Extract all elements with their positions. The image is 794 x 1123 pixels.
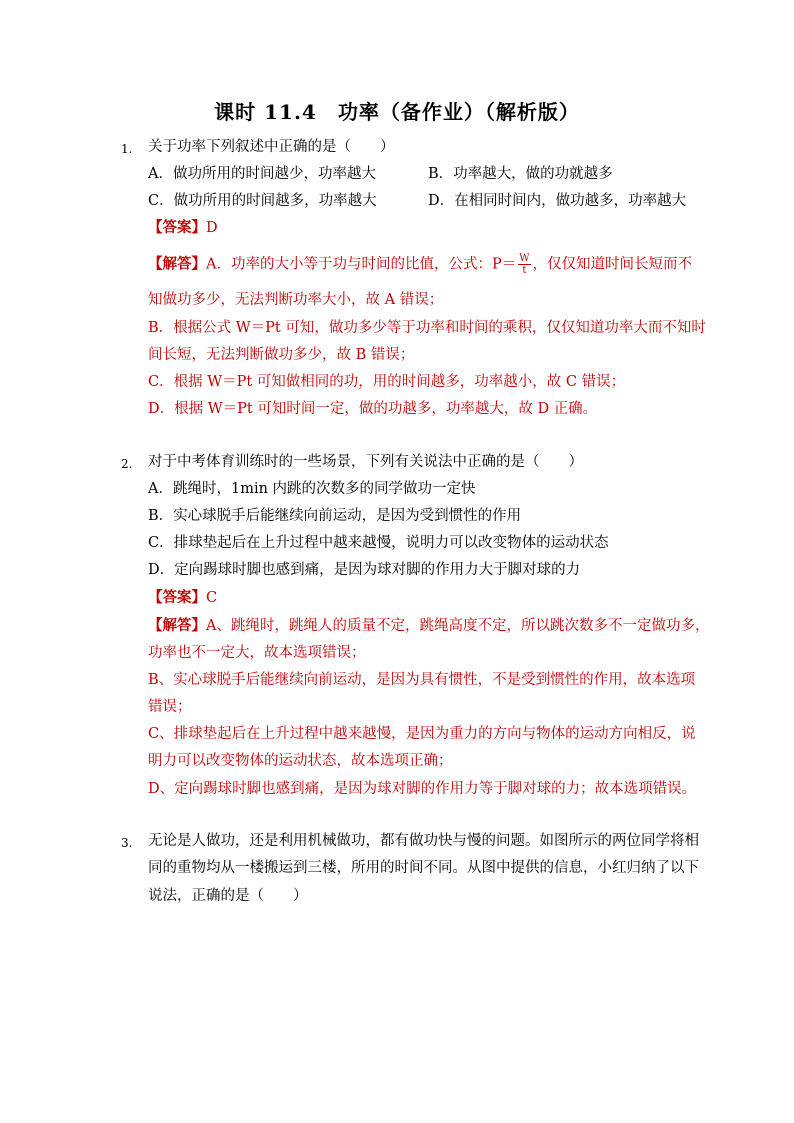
question-1-option-b: B．功率越大，做的功就越多 <box>428 166 613 182</box>
answer-value: C <box>206 590 218 606</box>
question-2-analysis-line-5: C、排球垫起后在上升过程中越来越慢，是因为重力的方向与物体的运动方向相反，说 <box>148 726 696 742</box>
analysis-tag: 【解答】 <box>148 617 206 634</box>
question-1-option-c: C．做功所用的时间越多，功率越大 <box>148 193 377 209</box>
formula-denominator: t <box>522 265 527 276</box>
question-3-number: 3. <box>121 836 133 850</box>
question-2-analysis-line-7: D、定向踢球时脚也感到痛，是因为球对脚的作用力等于脚对球的力；故本选项错误。 <box>148 781 697 797</box>
analysis-text: ，仅仅知道时间长短而不 <box>532 256 693 273</box>
question-3-stem-line-1: 无论是人做功，还是利用机械做功，都有做功快与慢的问题。如图所示的两位同学将相 <box>148 833 699 849</box>
question-2-answer <box>148 588 217 608</box>
question-2-option-d: D．定向踢球时脚也感到痛，是因为球对脚的作用力大于脚对球的力 <box>148 562 581 578</box>
question-1-analysis-line-2: 知做功多少，无法判断功率大小，故 A 错误； <box>148 292 444 308</box>
question-1-option-d: D．在相同时间内，做功越多，功率越大 <box>428 193 687 209</box>
question-1-analysis-line-3: B．根据公式 W＝Pt 可知，做功多少等于功率和时间的乘积，仅仅知道功率大而不知时 <box>148 320 706 336</box>
answer-tag: 【答案】 <box>148 589 206 606</box>
answer-value: D <box>206 220 218 236</box>
question-1-analysis-line-1 <box>148 253 692 276</box>
question-2-analysis-line-4: 错误； <box>148 699 192 715</box>
question-1-analysis-line-4: 间长短，无法判断做功多少，故 B 错误； <box>148 347 415 363</box>
analysis-tag: 【解答】 <box>148 255 206 273</box>
question-2-option-a: A．跳绳时，1min 内跳的次数多的同学做功一定快 <box>148 481 476 497</box>
analysis-text: A．功率的大小等于功与时间的比值，公式：P＝ <box>206 256 517 273</box>
formula-numerator: W <box>519 253 530 264</box>
page-title: 课时 11.4 功率（备作业）（解析版） <box>214 100 580 124</box>
power-formula-fraction <box>518 253 530 276</box>
question-2-analysis-line-1 <box>148 616 709 636</box>
question-2-analysis-line-3: B、实心球脱手后能继续向前运动，是因为具有惯性，不是受到惯性的作用，故本选项 <box>148 672 696 688</box>
question-2-analysis-line-2: 功率也不一定大，故本选项错误； <box>148 645 366 661</box>
analysis-text: A、跳绳时，跳绳人的质量不定，跳绳高度不定，所以跳次数多不一定做功多， <box>206 618 710 634</box>
question-1-answer <box>148 218 218 238</box>
question-2-analysis-line-6: 明力可以改变物体的运动状态，故本选项正确； <box>148 753 453 769</box>
question-1-stem: 关于功率下列叙述中正确的是（ ） <box>148 139 395 155</box>
question-1-option-a: A．做功所用的时间越少，功率越大 <box>148 166 376 182</box>
question-3-stem-line-3: 说法，正确的是（ ） <box>148 888 308 904</box>
question-1-number: 1. <box>121 142 133 156</box>
question-1-analysis-line-5: C．根据 W＝Pt 可知做相同的功，用的时间越多，功率越小，故 C 错误； <box>148 374 626 390</box>
question-2-number: 2. <box>121 457 133 471</box>
question-2-option-b: B．实心球脱手后能继续向前运动，是因为受到惯性的作用 <box>148 508 522 524</box>
question-2-stem: 对于中考体育训练时的一些场景，下列有关说法中正确的是（ ） <box>148 454 583 470</box>
question-2-option-c: C．排球垫起后在上升过程中越来越慢，说明力可以改变物体的运动状态 <box>148 535 609 551</box>
question-1-analysis-line-6: D．根据 W＝Pt 可知时间一定，做的功越多，功率越大，故 D 正确。 <box>148 401 598 417</box>
answer-tag: 【答案】 <box>148 219 206 236</box>
question-3-stem-line-2: 同的重物均从一楼搬运到三楼，所用的时间不同。从图中提供的信息，小红归纳了以下 <box>148 860 699 876</box>
